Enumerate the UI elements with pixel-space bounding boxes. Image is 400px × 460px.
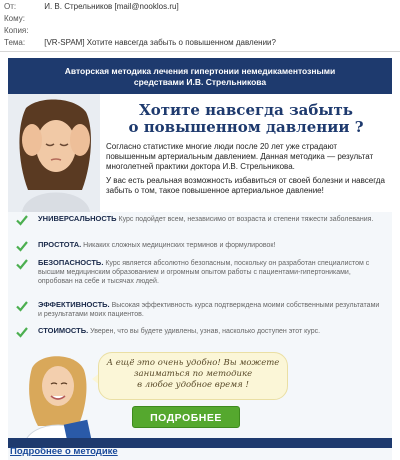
feature-title: ПРОСТОТА. xyxy=(38,240,82,249)
hero-title xyxy=(106,102,386,136)
feature-text: Курс является абсолютно безопасным, поскольку он разработан специалистом с высшим медицинским образованием и огромным опытом работы с пациентами-гипертониками, опробован на себе и тысячах людей. xyxy=(38,260,370,285)
cta-section xyxy=(8,352,392,446)
checkmark-icon xyxy=(16,326,28,338)
hero-text xyxy=(106,102,386,196)
to-row xyxy=(4,14,44,26)
cc-label: Копия: xyxy=(4,26,29,35)
from-row xyxy=(4,2,179,14)
feature-title: СТОИМОСТЬ. xyxy=(38,326,89,335)
features-list xyxy=(8,212,392,352)
smiling-woman-photo xyxy=(14,352,104,446)
feature-text: Высокая эффективность курса подтверждена моими собственными результатами и результатами моих пациентов. xyxy=(38,302,380,318)
checkmark-icon xyxy=(16,258,28,270)
bubble-line-3: в любое удобное время ! xyxy=(137,380,249,390)
feature-text: Уверен, что вы будете удивлены, узнав, насколько доступен этот курс. xyxy=(90,328,321,335)
feature-title: ЭФФЕКТИВНОСТЬ. xyxy=(38,300,110,309)
feature-item xyxy=(38,300,383,319)
feature-title: БЕЗОПАСНОСТЬ. xyxy=(38,258,104,267)
hero-section xyxy=(8,94,392,212)
more-details-button[interactable]: ПОДРОБНЕЕ xyxy=(132,406,240,428)
from-value[interactable]: И. В. Стрельников [mail@nooklos.ru] xyxy=(44,2,179,11)
hero-title-line-2: о повышенном давлении ? xyxy=(128,118,364,136)
checkmark-icon xyxy=(16,214,28,226)
bubble-line-2: заниматься по методике xyxy=(133,369,253,379)
feature-item xyxy=(38,258,383,286)
woman-headache-photo xyxy=(8,94,100,212)
checkmark-icon xyxy=(16,240,28,252)
to-label: Кому: xyxy=(4,14,25,23)
email-banner xyxy=(8,58,392,94)
subject-label: Тема: xyxy=(4,38,26,47)
subject-row xyxy=(4,38,276,50)
feature-title: УНИВЕРСАЛЬНОСТЬ xyxy=(38,214,117,223)
cc-row xyxy=(4,26,44,38)
feature-item xyxy=(38,214,383,224)
banner-line-2: средствами И.В. Стрельникова xyxy=(133,77,267,87)
hero-intro-2: У вас есть реальная возможность избавиться от своей болезни и навсегда забыть о том, такое повышенное артериальное давление! xyxy=(106,176,385,195)
hero-intro: Согласно статистике многие люди после 20 лет уже страдают повышенным артериальным давлением. Данная методика — результат многолетней практики доктора И.В. Стрельникова. xyxy=(106,142,374,171)
from-label: От: xyxy=(4,2,17,11)
feature-text: Никаких сложных медицинских терминов и формулировок! xyxy=(83,242,276,249)
bubble-line-1: А ещё это очень удобно! Вы можете xyxy=(106,358,280,368)
more-about-method-link[interactable]: Подробнее о методике xyxy=(10,446,118,457)
banner-line-1: Авторская методика лечения гипертонии немедикаментозными xyxy=(64,66,336,76)
feature-item xyxy=(38,240,383,250)
checkmark-icon xyxy=(16,300,28,312)
hero-title-line-1: Хотите навсегда забыть xyxy=(139,101,353,119)
feature-item xyxy=(38,326,383,336)
feature-text: Курс подойдет всем, независимо от возраста и степени тяжести заболевания. xyxy=(118,216,374,223)
subject-value: [VR-SPAM] Хотите навсегда забыть о повышенном давлении? xyxy=(44,38,276,47)
message-header xyxy=(0,0,400,52)
speech-bubble xyxy=(98,352,288,400)
